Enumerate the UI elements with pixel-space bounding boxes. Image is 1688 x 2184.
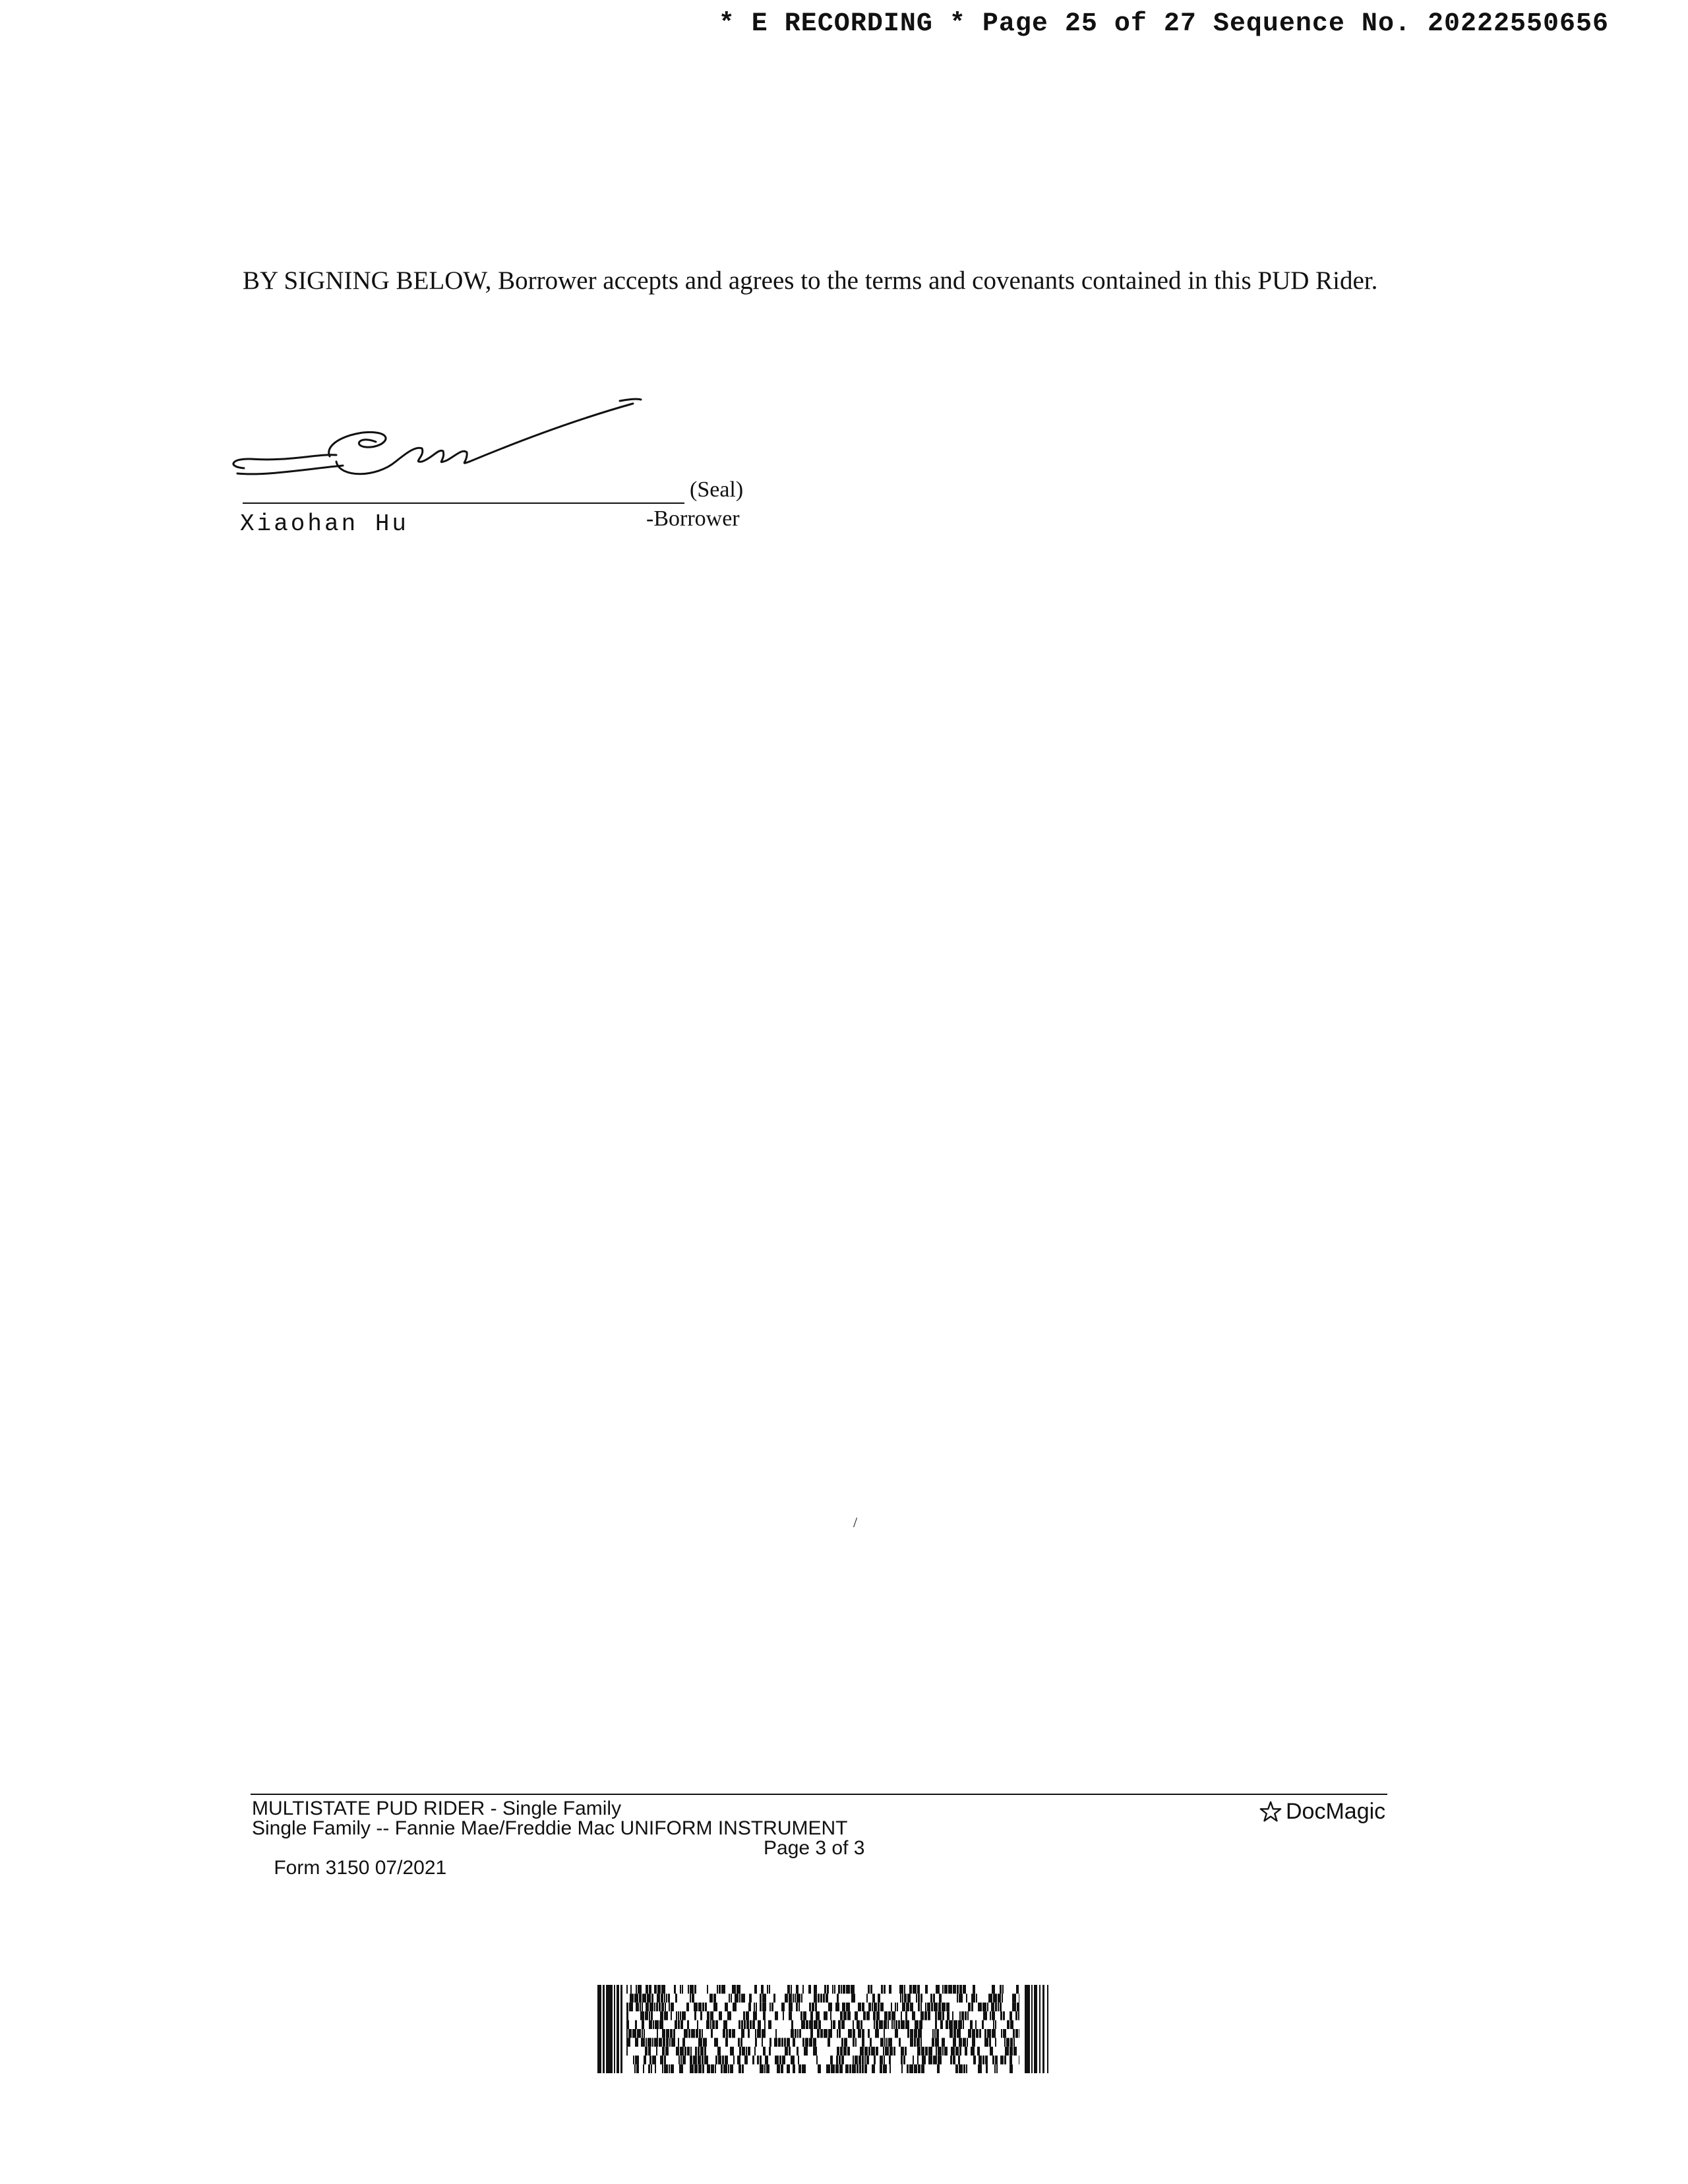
signature-line xyxy=(243,502,684,504)
footer-line-instrument: Single Family -- Fannie Mae/Freddie Mac UNIFORM INSTRUMENT xyxy=(252,1817,848,1839)
borrower-signature-graphic xyxy=(224,396,686,495)
borrower-role-label: -Borrower xyxy=(646,506,740,531)
stray-mark: / xyxy=(853,1514,858,1531)
borrower-name: Xiaohan Hu xyxy=(240,510,409,537)
docmagic-logo xyxy=(1258,1799,1385,1825)
footer-rule xyxy=(251,1794,1387,1795)
intro-paragraph: BY SIGNING BELOW, Borrower accepts and agrees to the terms and covenants contained in this PUD Rider. xyxy=(243,266,1378,295)
docmagic-brand-text: DocMagic xyxy=(1286,1799,1386,1824)
footer-line-form-row xyxy=(252,1837,898,1879)
footer-form-number: Form 3150 07/2021 xyxy=(274,1857,447,1879)
footer-form-info xyxy=(252,1798,898,1879)
footer-page-number: Page 3 of 3 xyxy=(764,1837,865,1859)
star-outline-icon xyxy=(1258,1800,1283,1825)
pdf417-barcode xyxy=(597,1985,1052,2073)
footer-line-title: MULTISTATE PUD RIDER - Single Family xyxy=(252,1798,622,1819)
seal-label: (Seal) xyxy=(690,477,744,502)
recording-header: * E RECORDING * Page 25 of 27 Sequence No. 20222550656 xyxy=(718,9,1609,39)
